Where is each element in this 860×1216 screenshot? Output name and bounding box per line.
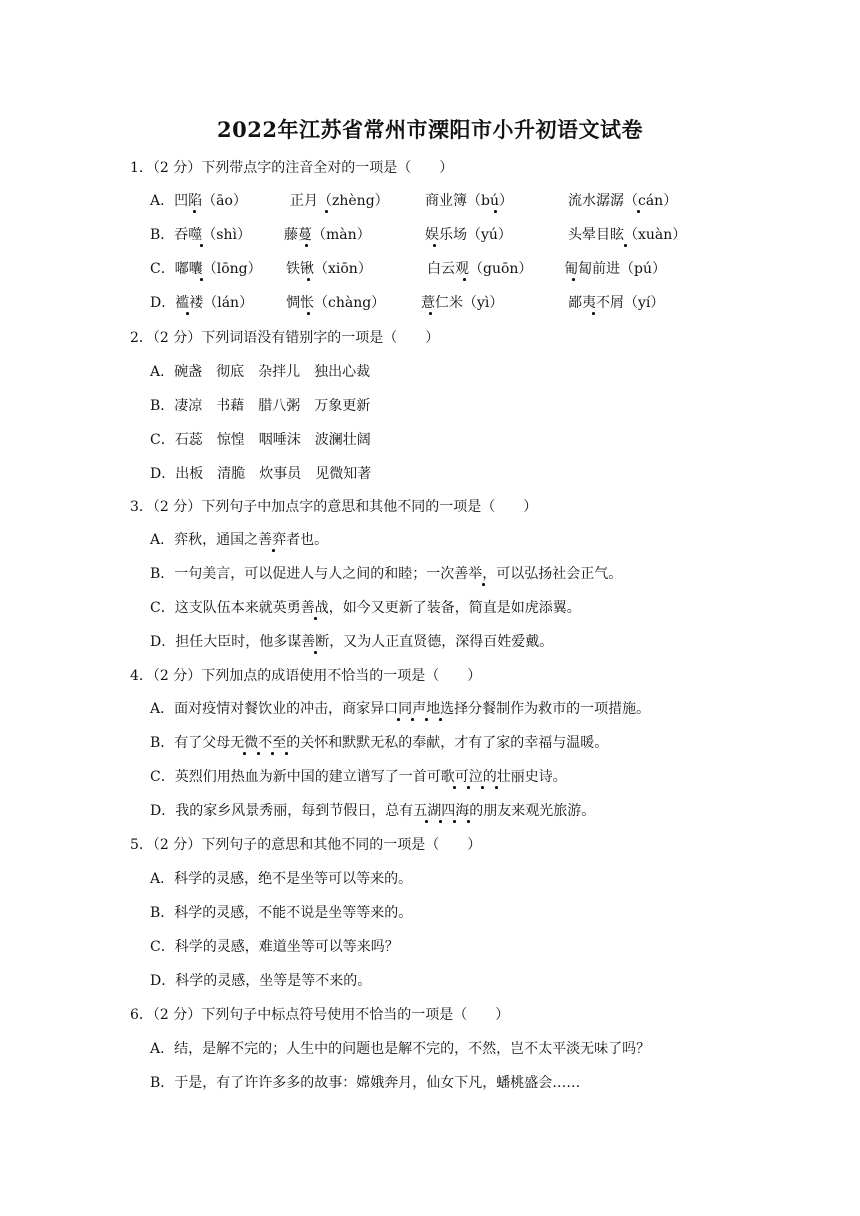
emphasis-dot xyxy=(482,583,485,586)
exam-title: 2022年江苏省常州市溧阳市小升初语文试卷 xyxy=(217,117,643,142)
emphasis-dot xyxy=(433,244,436,247)
emphasis-dot xyxy=(186,312,189,315)
q1-option-d-item-4: 鄙夷不屑（yí） xyxy=(568,295,665,311)
q5-option-d: D．科学的灵感，坐等是等不来的。 xyxy=(150,973,372,989)
emphasis-dot xyxy=(397,718,400,721)
q1-option-c-item-4: 匍匐前进（pú） xyxy=(564,261,666,277)
emphasis-dot xyxy=(592,312,595,315)
emphasis-dot xyxy=(439,820,442,823)
q1-option-b-item-3: 娱乐场（yú） xyxy=(425,227,512,243)
emphasis-dot xyxy=(429,312,432,315)
q1-option-a-item-1: A．凹陷（āo） xyxy=(150,193,247,209)
q1-option-c-item-3: 白云观（guōn） xyxy=(427,261,533,277)
q6-option-b: B．于是，有了许许多多的故事：嫦娥奔月，仙女下凡，蟠桃盛会…… xyxy=(150,1075,581,1091)
emphasis-dot xyxy=(572,278,575,281)
emphasis-dot xyxy=(314,651,317,654)
question-1-stem: 1．（2 分）下列带点字的注音全对的一项是（ ） xyxy=(130,160,454,176)
emphasis-dot xyxy=(314,617,317,620)
q1-option-c-item-1: C．嘟囔（lōng） xyxy=(150,261,262,277)
q3-option-d: D．担任大臣时，他多谋善断，又为人正直贤德，深得百姓爱戴。 xyxy=(150,634,554,650)
emphasis-dot xyxy=(637,210,640,213)
emphasis-dot xyxy=(453,786,456,789)
emphasis-dot xyxy=(463,278,466,281)
emphasis-dot xyxy=(624,244,627,247)
emphasis-dot xyxy=(243,752,246,755)
emphasis-dot xyxy=(305,244,308,247)
question-4-stem: 4．（2 分）下列加点的成语使用不恰当的一项是（ ） xyxy=(130,668,482,684)
q4-option-d: D．我的家乡风景秀丽，每到节假日，总有五湖四海的朋友来观光旅游。 xyxy=(150,803,596,819)
emphasis-dot xyxy=(285,752,288,755)
q3-option-b: B．一句美言，可以促进人与人之间的和睦；一次善举，可以弘扬社会正气。 xyxy=(150,566,623,582)
emphasis-dot xyxy=(257,752,260,755)
q6-option-a: A．结，是解不完的；人生中的问题也是解不完的，不然，岂不太平淡无味了吗？ xyxy=(150,1041,651,1057)
q2-option-a: A．碗盏 彻底 杂拌儿 独出心裁 xyxy=(150,364,371,380)
emphasis-dot xyxy=(272,549,275,552)
emphasis-dot xyxy=(411,718,414,721)
emphasis-dot xyxy=(271,752,274,755)
q2-option-c: C．石蕊 惊惶 咽唾沫 波澜壮阔 xyxy=(150,432,371,448)
emphasis-dot xyxy=(193,210,196,213)
emphasis-dot xyxy=(494,210,497,213)
q1-option-a-item-4: 流水潺潺（cán） xyxy=(568,193,678,209)
emphasis-dot xyxy=(307,278,310,281)
q4-option-c: C．英烈们用热血为新中国的建立谱写了一首可歌可泣的壮丽史诗。 xyxy=(150,769,567,785)
q1-option-d-item-2: 惆怅（chàng） xyxy=(286,295,386,311)
q5-option-b: B．科学的灵感，不能不说是坐等等来的。 xyxy=(150,905,413,921)
emphasis-dot xyxy=(453,820,456,823)
q2-option-b: B．凄凉 书藉 腊八粥 万象更新 xyxy=(150,398,371,414)
emphasis-dot xyxy=(439,718,442,721)
emphasis-dot xyxy=(467,820,470,823)
emphasis-dot xyxy=(425,820,428,823)
emphasis-dot xyxy=(495,786,498,789)
q3-option-c: C．这支队伍本来就英勇善战，如今又更新了装备，简直是如虎添翼。 xyxy=(150,600,581,616)
question-6-stem: 6．（2 分）下列句子中标点符号使用不恰当的一项是（ ） xyxy=(130,1007,510,1023)
emphasis-dot xyxy=(425,718,428,721)
q4-option-a: A．面对疫情对餐饮业的冲击，商家异口同声地选择分餐制作为救市的一项措施。 xyxy=(150,701,651,717)
question-2-stem: 2．（2 分）下列词语没有错别字的一项是（ ） xyxy=(130,330,440,346)
question-5-stem: 5．（2 分）下列句子的意思和其他不同的一项是（ ） xyxy=(130,837,482,853)
q1-option-d-item-1: D．褴褛（lán） xyxy=(150,295,254,311)
emphasis-dot xyxy=(200,278,203,281)
q3-option-a: A．弈秋，通国之善弈者也。 xyxy=(150,532,329,548)
q1-option-d-item-3: 薏仁米（yì） xyxy=(421,295,504,311)
emphasis-dot xyxy=(467,786,470,789)
q1-option-a-item-3: 商业簿（bú） xyxy=(425,193,513,209)
q1-option-b-item-4: 头晕目眩（xuàn） xyxy=(568,227,687,243)
q5-option-c: C．科学的灵感，难道坐等可以等来吗？ xyxy=(150,939,399,955)
emphasis-dot xyxy=(325,210,328,213)
q1-option-b-item-2: 藤蔓（màn） xyxy=(284,227,371,243)
q2-option-d: D．出板 清脆 炊事员 见微知著 xyxy=(150,466,372,482)
question-3-stem: 3．（2 分）下列句子中加点字的意思和其他不同的一项是（ ） xyxy=(130,499,538,515)
q4-option-b: B．有了父母无微不至的关怀和默默无私的奉献，才有了家的幸福与温暖。 xyxy=(150,735,609,751)
emphasis-dot xyxy=(200,244,203,247)
q1-option-c-item-2: 铁锹（xiōn） xyxy=(286,261,372,277)
q1-option-a-item-2: 正月（zhèng） xyxy=(290,193,389,209)
emphasis-dot xyxy=(307,312,310,315)
q5-option-a: A．科学的灵感，绝不是坐等可以等来的。 xyxy=(150,871,413,887)
emphasis-dot xyxy=(481,786,484,789)
q1-option-b-item-1: B．吞噬（shì） xyxy=(150,227,251,243)
